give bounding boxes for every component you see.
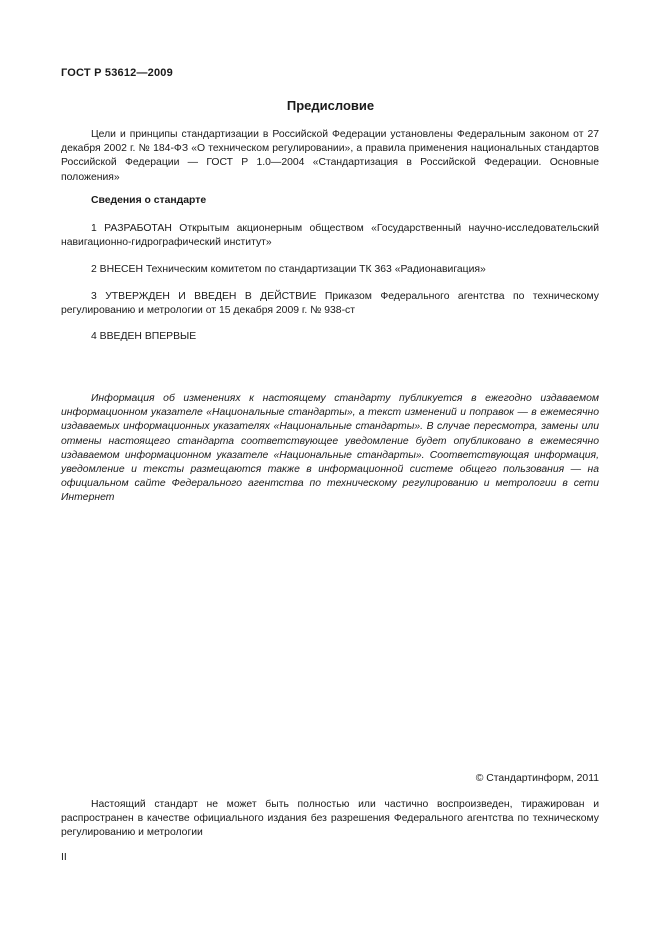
- foreword-title: [0, 98, 661, 113]
- rights-notice: Настоящий стандарт не может быть полностью или частично воспроизведен, тиражирован и распространен в качестве официального издания без разрешения Федерального агентства по техническому регулированию и метрологии: [61, 799, 599, 839]
- copyright: © Стандартинформ, 2011: [475, 773, 599, 784]
- changes-notice: Информация об изменениях к настоящему стандарту публикуется в ежегодно издаваемом информационном указателе «Национальные стандарты», а текст изменений и поправок — в ежемесячно издаваемых информационных указателях «Национальные стандарты». В случае пересмотра, замены или отмены настоящего стандарта соответствующее уведомление будет опубликовано в ежемесячно издаваемом информационном указателе «Национальные стандарты». Соответствующая информация, уведомление и тексты размещаются также в информационной системе общего пользования — на официальном сайте Федерального агентства по техническому регулированию и метрологии в сети Интернет: [61, 393, 599, 504]
- standard-code: ГОСТ Р 53612—2009: [61, 67, 173, 79]
- info-item-4: 4 ВВЕДЕН ВПЕРВЫЕ: [91, 331, 197, 342]
- info-heading: Сведения о стандарте: [91, 195, 207, 206]
- foreword-intro: Цели и принципы стандартизации в Российской Федерации установлены Федеральным законом от 27 декабря 2002 г. № 184-ФЗ «О техническом регулировании», а правила применения национальных стандартов Российской Федерации — ГОСТ Р 1.0—2004 «Стандартизация в Российской Федерации. Основные положения»: [61, 129, 599, 183]
- foreword-title-text: Предисловие: [286, 98, 375, 113]
- info-item-2: 2 ВНЕСЕН Техническим комитетом по стандартизации ТК 363 «Радионавигация»: [91, 264, 486, 275]
- info-item-1: 1 РАЗРАБОТАН Открытым акционерным обществом «Государственный научно-исследовательский навигационно-гидрографический институт»: [61, 223, 599, 249]
- info-item-3: 3 УТВЕРЖДЕН И ВВЕДЕН В ДЕЙСТВИЕ Приказом Федерального агентства по техническому регулированию и метрологии от 15 декабря 2009 г. № 938-ст: [61, 291, 599, 317]
- page-number: II: [61, 852, 67, 863]
